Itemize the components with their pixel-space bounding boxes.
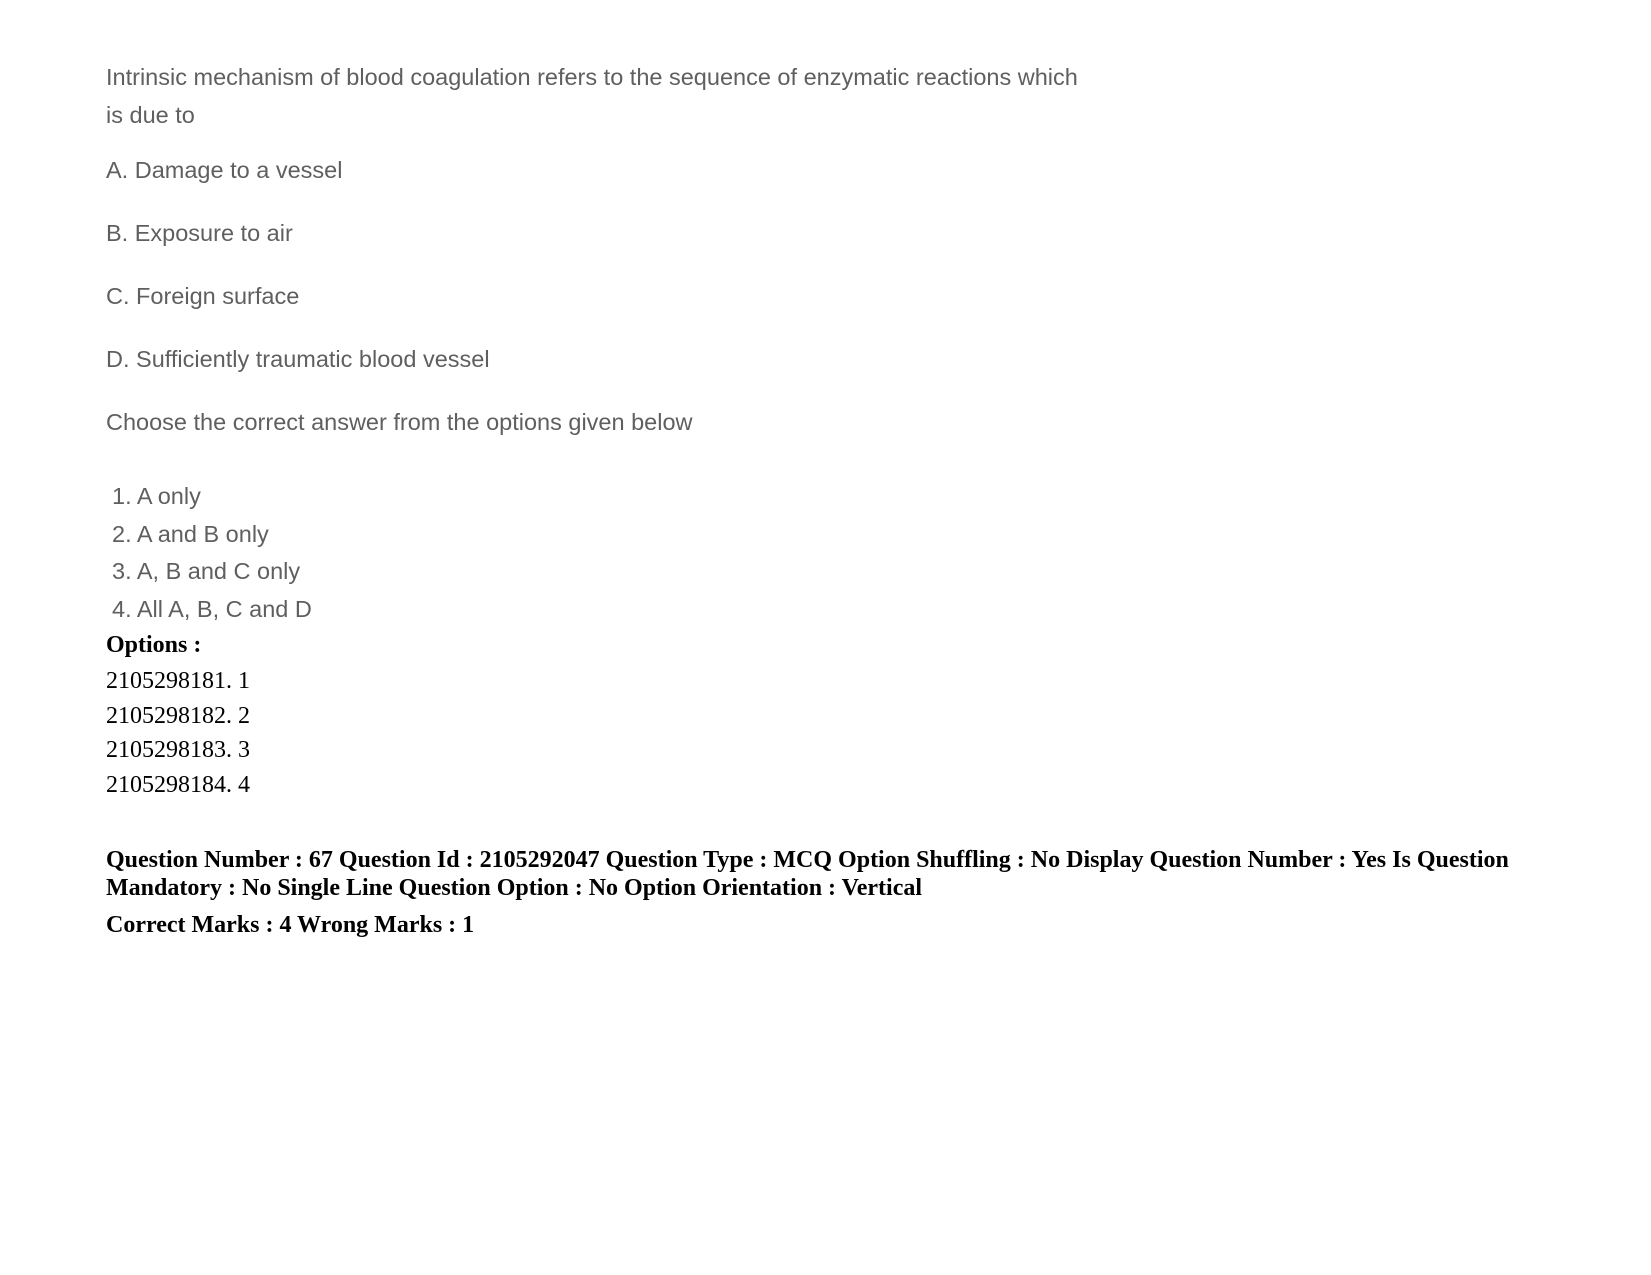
choice-3: 3. A, B and C only: [112, 558, 301, 584]
choice-1: 1. A only: [112, 483, 201, 509]
question-stem-line-2: is due to: [106, 102, 195, 128]
answer-choices: [112, 478, 312, 628]
option-item-2: 2105298182. 2: [106, 702, 250, 729]
question-stem-line-1: Intrinsic mechanism of blood coagulation refers to the sequence of enzymatic reactions which: [106, 64, 1078, 90]
statement-c: C. Foreign surface: [106, 283, 300, 309]
instruction-text: Choose the correct answer from the options given below: [106, 409, 693, 435]
statement-d: D. Sufficiently traumatic blood vessel: [106, 346, 490, 372]
choice-2: 2. A and B only: [112, 520, 269, 547]
question-metadata: Question Number : 67 Question Id : 2105292047 Question Type : MCQ Option Shuffling : No Display Question Number : Yes Is Question Mandatory : No Single Line Question Option : No Option Orientation : Vertical: [106, 847, 1509, 901]
question-stem: [106, 58, 1206, 134]
option-item-1: 2105298181. 1: [106, 668, 250, 694]
statement-b: B. Exposure to air: [106, 220, 293, 246]
marks-info: Correct Marks : 4 Wrong Marks : 1: [106, 912, 475, 938]
statement-a: A. Damage to a vessel: [106, 157, 343, 183]
question-image: [106, 58, 1206, 622]
options-list: [106, 664, 250, 802]
option-item-4: 2105298184. 4: [106, 771, 250, 798]
option-item-3: 2105298183. 3: [106, 737, 250, 763]
choice-4: 4. All A, B, C and D: [112, 595, 312, 622]
options-heading: Options :: [106, 632, 202, 658]
